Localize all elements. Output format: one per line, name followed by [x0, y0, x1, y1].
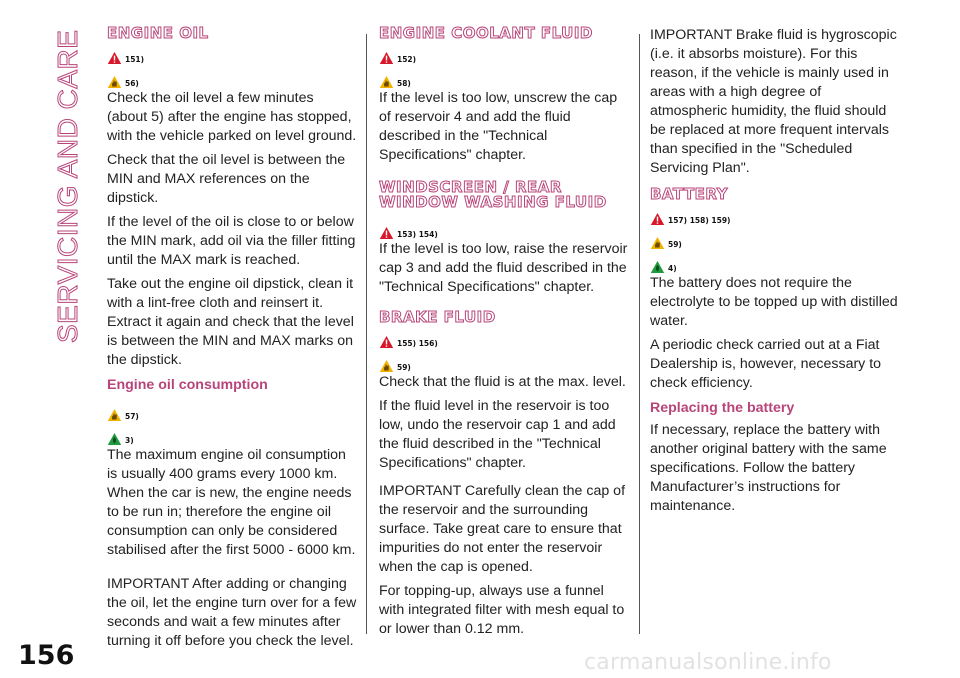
- heading-brake-fluid: BRAKE FLUID: [379, 308, 496, 326]
- warning-ref: 155) 156): [397, 339, 438, 348]
- danger-warning-icon: [650, 212, 665, 226]
- subheading-engine-oil-consumption: Engine oil consumption: [107, 377, 268, 393]
- paragraph: Check that the oil level is between the MIN and MAX references on the dipstick.: [107, 152, 346, 206]
- warning-ref-row: [379, 210, 629, 240]
- paragraph: Check the oil level a few minutes (about 5) after the engine has stopped, with the vehicle parked on level ground.: [107, 90, 357, 144]
- footer-watermark: carmanualsonline.info: [584, 650, 832, 675]
- column-3: [650, 26, 900, 521]
- danger-warning-icon: [379, 226, 394, 240]
- warning-ref-row: [379, 325, 629, 349]
- heading-washer-fluid-line2: WINDOW WASHING FLUID: [379, 193, 607, 211]
- environment-ref-row: [107, 422, 357, 446]
- warning-ref: 157) 158) 159): [668, 216, 731, 225]
- column-divider: [366, 34, 367, 634]
- caution-ref-row: [107, 398, 357, 422]
- column-divider: [639, 34, 640, 634]
- paragraph: The maximum engine oil consumption is usually 400 grams every 1000 km. When the car is new, the engine needs to be run in; therefore the engine oil consumption can only be considered stabilised after the first 5000 - 6000 km.: [107, 447, 356, 558]
- warning-ref-row: [379, 41, 629, 65]
- caution-ref-row: [107, 65, 357, 89]
- caution-hand-icon: [107, 75, 122, 89]
- caution-ref: 59): [668, 240, 682, 249]
- environment-ref: 3): [125, 436, 134, 445]
- caution-hand-icon: [107, 408, 122, 422]
- warning-ref: 152): [397, 55, 417, 64]
- environment-leaf-icon: [650, 260, 665, 274]
- environment-ref: 4): [668, 264, 677, 273]
- paragraph: Check that the fluid is at the max. level.: [379, 374, 626, 390]
- heading-engine-coolant-fluid: ENGINE COOLANT FLUID: [379, 24, 593, 42]
- danger-warning-icon: [379, 335, 394, 349]
- heading-engine-oil: ENGINE OIL: [107, 24, 209, 42]
- paragraph: If necessary, replace the battery with another original battery with the same specifications. Follow the battery Manufacturer’s instructions for maintenance.: [650, 422, 887, 514]
- paragraph: IMPORTANT Carefully clean the cap of the reservoir and the surrounding surface. Take great care to ensure that impurities do not enter the reservoir when the cap is opened.: [379, 483, 626, 575]
- paragraph: Take out the engine oil dipstick, clean it with a lint-free cloth and reinsert it. Extract it again and check that the level is between the MIN and MAX marks on the dipstick.: [107, 276, 354, 368]
- caution-hand-icon: [650, 236, 665, 250]
- caution-ref-row: [650, 226, 900, 250]
- warning-ref-row: [107, 41, 357, 65]
- caution-ref: 56): [125, 79, 139, 88]
- page-number: 156: [18, 640, 75, 671]
- column-2: [379, 26, 629, 644]
- subheading-replacing-the-battery: Replacing the battery: [650, 400, 795, 416]
- warning-ref-row: [650, 202, 900, 226]
- heading-battery: BATTERY: [650, 185, 729, 203]
- paragraph: The battery does not require the electrolyte to be topped up with distilled water.: [650, 275, 898, 329]
- heading-washer-fluid-line1: WINDSCREEN / REAR: [379, 178, 562, 196]
- caution-ref-row: [379, 65, 629, 89]
- paragraph: If the level is too low, unscrew the cap of reservoir 4 and add the fluid described in the "Technical Specifications" chapter.: [379, 90, 618, 163]
- environment-leaf-icon: [107, 432, 122, 446]
- environment-ref-row: [650, 250, 900, 274]
- caution-ref: 58): [397, 79, 411, 88]
- caution-ref: 57): [125, 412, 139, 421]
- section-side-title: SERVICING AND CARE: [52, 30, 83, 344]
- column-1: [107, 26, 357, 656]
- caution-ref-row: [379, 349, 629, 373]
- paragraph: A periodic check carried out at a Fiat Dealership is, however, necessary to check efficiency.: [650, 337, 882, 391]
- danger-warning-icon: [107, 51, 122, 65]
- paragraph: If the fluid level in the reservoir is too low, undo the reservoir cap 1 and add the fluid described in the "Technical Specifications" chapter.: [379, 398, 616, 471]
- caution-ref: 59): [397, 363, 411, 372]
- paragraph: IMPORTANT After adding or changing the oil, let the engine turn over for a few seconds and wait a few minutes after turning it off before you check the level.: [107, 576, 357, 649]
- paragraph: For topping-up, always use a funnel with integrated filter with mesh equal to or lower than 0.12 mm.: [379, 583, 625, 637]
- paragraph: IMPORTANT Brake fluid is hygroscopic (i.e. it absorbs moisture). For this reason, if the vehicle is mainly used in areas with a high degree of atmospheric humidity, the fluid should be replaced at more frequent intervals than specified in the "Scheduled Servicing Plan".: [650, 27, 897, 176]
- danger-warning-icon: [379, 51, 394, 65]
- caution-hand-icon: [379, 75, 394, 89]
- warning-ref: 151): [125, 55, 145, 64]
- paragraph: If the level is too low, raise the reservoir cap 3 and add the fluid described in the "Technical Specifications" chapter.: [379, 241, 628, 295]
- caution-hand-icon: [379, 359, 394, 373]
- warning-ref: 153) 154): [397, 230, 438, 239]
- paragraph: If the level of the oil is close to or below the MIN mark, add oil via the filler fitting until the MAX mark is reached.: [107, 214, 356, 268]
